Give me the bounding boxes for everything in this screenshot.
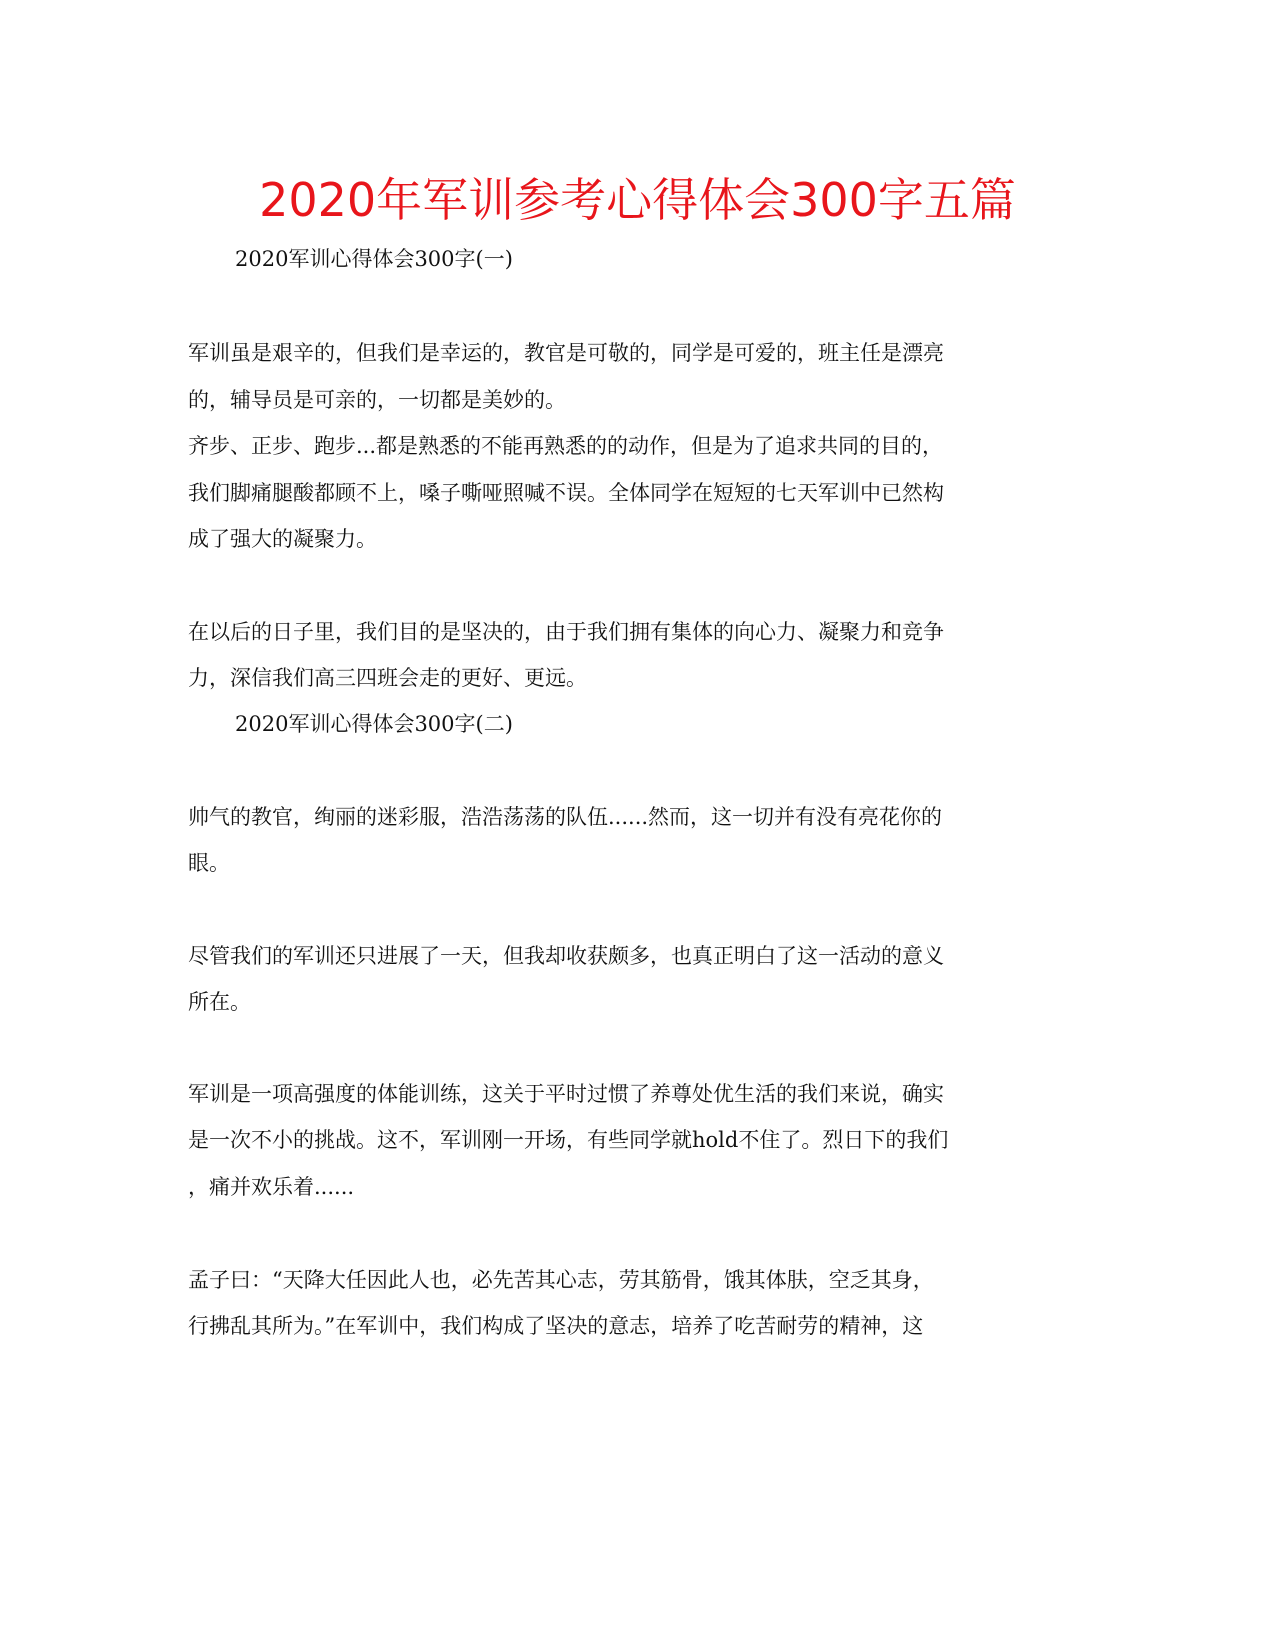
section-heading-2: 2020军训心得体会300字(二) <box>235 712 513 736</box>
paragraph-line: 帅气的教官，绚丽的迷彩服，浩浩荡荡的队伍......然而，这一切并有没有亮花你的 <box>188 805 943 829</box>
paragraph-line: 是一次不小的挑战。这不，军训刚一开场，有些同学就hold不住了。烈日下的我们 <box>188 1128 949 1152</box>
section-heading-1: 2020军训心得体会300字(一) <box>235 247 513 271</box>
paragraph-line: 眼。 <box>188 851 230 875</box>
paragraph-line: 行拂乱其所为。”在军训中，我们构成了坚决的意志，培养了吃苦耐劳的精神，这 <box>188 1314 924 1338</box>
paragraph-line: 军训是一项高强度的体能训练，这关于平时过惯了养尊处优生活的我们来说，确实 <box>188 1082 944 1106</box>
paragraph-line: 军训虽是艰辛的，但我们是幸运的，教官是可敬的，同学是可爱的，班主任是漂亮 <box>188 341 944 365</box>
paragraph-line: 的，辅导员是可亲的，一切都是美妙的。 <box>188 388 566 412</box>
paragraph-line: ，痛并欢乐着...... <box>188 1175 355 1199</box>
paragraph-line: 尽管我们的军训还只进展了一天，但我却收获颇多，也真正明白了这一活动的意义 <box>188 944 944 968</box>
paragraph-line: 我们脚痛腿酸都顾不上，嗓子嘶哑照喊不误。全体同学在短短的七天军训中已然构 <box>188 481 944 505</box>
paragraph-line: 成了强大的凝聚力。 <box>188 527 377 551</box>
paragraph-line: 力，深信我们高三四班会走的更好、更远。 <box>188 666 587 690</box>
paragraph-line: 所在。 <box>188 990 251 1014</box>
paragraph-line: 孟子曰：“天降大任因此人也，必先苦其心志，劳其筋骨，饿其体肤，空乏其身， <box>188 1268 934 1292</box>
paragraph-line: 齐步、正步、跑步...都是熟悉的不能再熟悉的的动作，但是为了追求共同的目的， <box>188 434 944 458</box>
document-title: 2020年军训参考心得体会300字五篇 <box>259 173 1016 227</box>
paragraph-line: 在以后的日子里，我们目的是坚决的，由于我们拥有集体的向心力、凝聚力和竞争 <box>188 620 944 644</box>
